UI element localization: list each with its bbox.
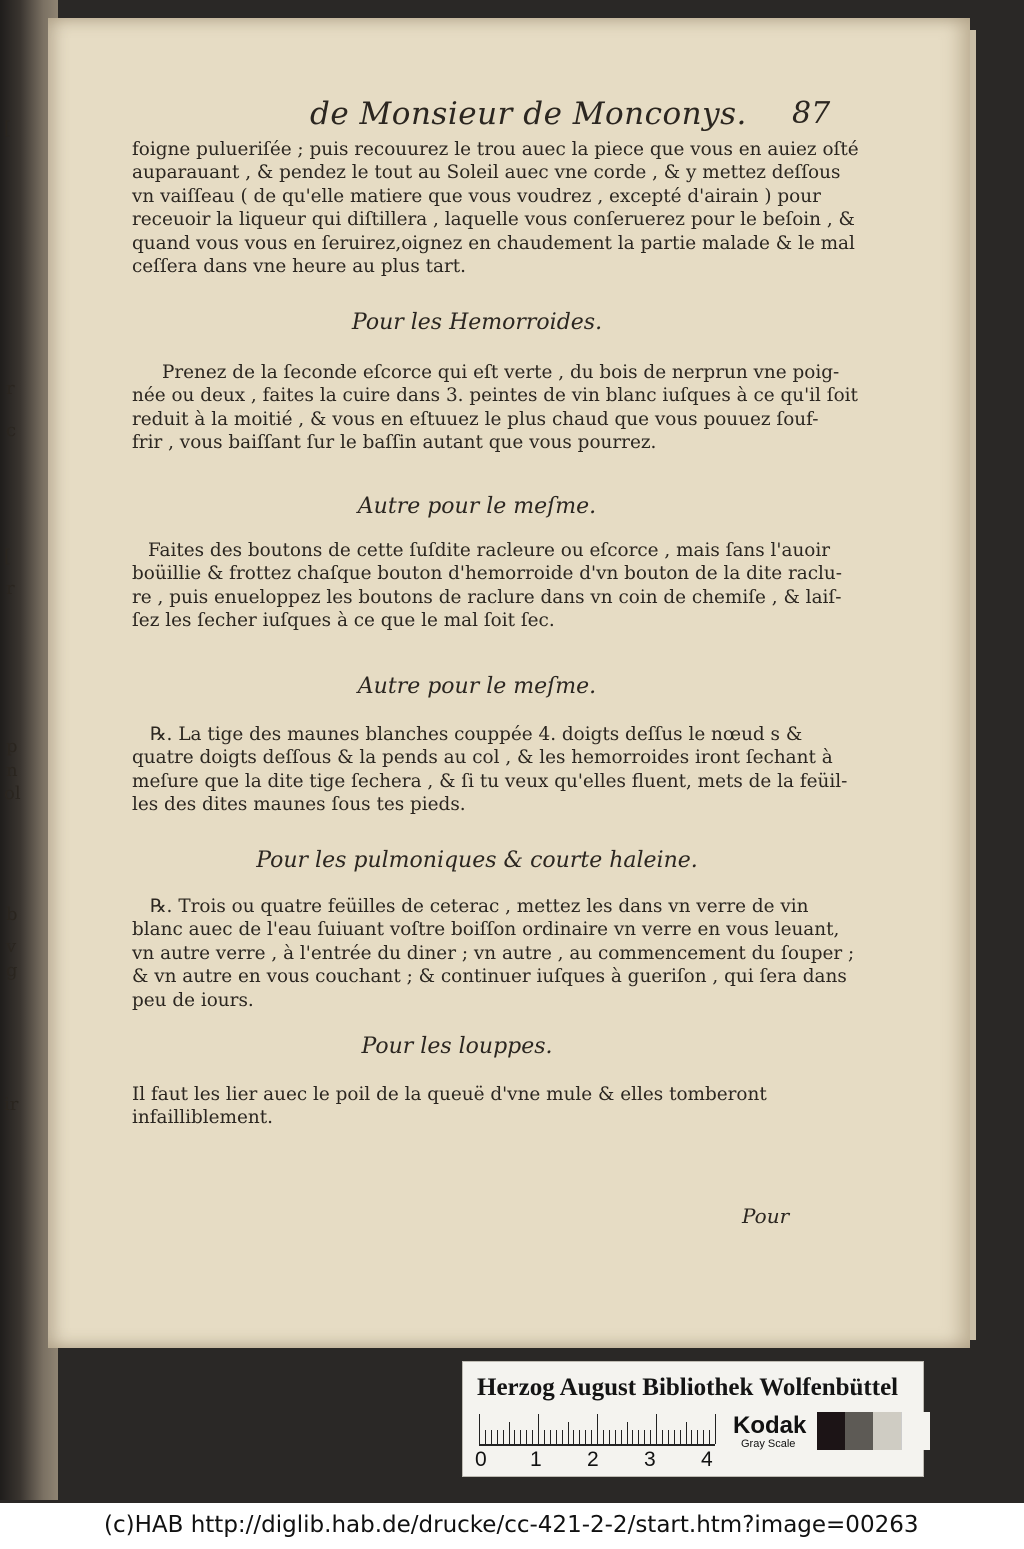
section-text: [132, 361, 858, 455]
spine-mark: ir: [4, 1094, 19, 1115]
text-line: vn autre verre , à l'entrée du diner ; vn autre , au commencement du ſouper ;: [132, 942, 855, 964]
spine-mark: b: [6, 904, 18, 925]
ruler-tick: [509, 1422, 510, 1444]
text-line: infailliblement.: [132, 1107, 273, 1129]
credit-text: (c)HAB http://diglib.hab.de/drucke/cc-421-2-2/start.htm?image=00263: [104, 1512, 919, 1538]
page-body: [132, 96, 859, 1228]
text-line: blanc auec de l'eau ſuiuant voſtre boiſſon ordinaire vn verre en vous leuant,: [132, 919, 840, 941]
section-heading: Pour les Hemorroides.: [351, 310, 603, 335]
text-line: foigne pulueriſée ; puis recouurez le trou auec la piece que vous en auiez oſté: [132, 139, 859, 160]
ruler-tick: [715, 1414, 716, 1444]
text-line: re , puis enueloppez les boutons de raclure dans vn coin de chemiſe , & laiſ-: [132, 586, 842, 608]
text-line: [132, 723, 822, 746]
text-line: Il faut les lier auec le poil de la queuë d'vne mule & elles tomberont: [132, 1084, 767, 1105]
text-line: frir , vous baiſſant ſur le baſſin autant que vous pourrez.: [132, 432, 657, 454]
ruler-tick: [585, 1430, 586, 1444]
ruler-tick: [674, 1430, 675, 1444]
ruler-tick: [520, 1430, 521, 1444]
text-line: ſez les ſecher iuſques à ce que le mal ſoit ſec.: [132, 610, 555, 632]
running-head: de Monsieur de Monconys.: [310, 96, 747, 132]
scale-ruler: [479, 1414, 715, 1446]
section-heading: Autre pour le meſme.: [357, 674, 597, 699]
ruler-tick: [703, 1430, 704, 1444]
ruler-tick: [615, 1430, 616, 1444]
remedy-section: [132, 310, 858, 455]
ruler-tick: [668, 1430, 669, 1444]
library-stamp: [462, 1361, 924, 1477]
text-line: auparauant , & pendez le tout au Soleil auec vne corde , & y mettez deſſous: [132, 162, 841, 184]
gray-patch: [873, 1412, 901, 1450]
ruler-tick: [485, 1430, 486, 1444]
spine-mark: v: [6, 936, 17, 957]
ruler-label: 4: [701, 1448, 713, 1471]
ruler-tick: [544, 1430, 545, 1444]
ruler-tick: [609, 1430, 610, 1444]
text-line: peu de iours.: [132, 989, 254, 1011]
ruler-tick: [562, 1430, 563, 1444]
ruler-tick: [526, 1430, 527, 1444]
ruler-tick: [686, 1422, 687, 1444]
ruler-tick: [491, 1430, 492, 1444]
ruler-tick: [550, 1430, 551, 1444]
spine-mark: r: [6, 578, 15, 599]
ruler-tick: [538, 1414, 539, 1444]
ruler-tick: [603, 1430, 604, 1444]
text-line: les des dites maunes ſous tes pieds.: [132, 794, 466, 816]
spine-mark: n: [6, 760, 18, 781]
text-line: Prenez de la ſeconde eſcorce qui eſt verte , du bois de nerprun vne poig-: [162, 362, 840, 383]
ruler-tick: [697, 1430, 698, 1444]
section-text: [132, 539, 842, 633]
section-heading: Autre pour le meſme.: [357, 494, 597, 519]
spine-mark: g: [6, 960, 18, 981]
gray-patch: [901, 1412, 930, 1450]
text-line: Faites des boutons de cette ſuſdite racleure ou eſcorce , mais ſans l'auoir: [148, 540, 831, 561]
ruler-tick: [514, 1430, 515, 1444]
spine-mark: ol: [4, 783, 21, 804]
text-line: quatre doigts deſſous & la pends au col , & les hemorroides iront ſechant à: [132, 747, 833, 769]
recipe-symbol: ℞.: [150, 724, 173, 745]
ruler-tick: [680, 1430, 681, 1444]
ruler-tick: [656, 1414, 657, 1444]
ruler-tick: [497, 1430, 498, 1444]
spine-mark: [: [4, 546, 12, 567]
text-line: ceſſera dans vne heure au plus tart.: [132, 256, 467, 278]
remedy-section: [132, 848, 855, 1012]
ruler-label: 1: [530, 1448, 542, 1471]
ruler-tick: [709, 1430, 710, 1444]
text-line: reduit à la moitié , & vous en eſtuuez le plus chaud que vous pouuez ſouf-: [132, 408, 819, 430]
ruler-tick: [621, 1430, 622, 1444]
section-heading: Pour les louppes.: [361, 1034, 553, 1059]
spine-mark: r: [6, 378, 15, 399]
ruler-tick: [556, 1430, 557, 1444]
spine-mark: c: [6, 420, 17, 441]
text-line: & vn autre en vous couchant ; & continuer iuſques à gueriſon , qui ſera dans: [132, 966, 847, 988]
ruler-tick: [644, 1430, 645, 1444]
text-line: meſure que la dite tige ſechera , & ſi tu veux qu'elles fluent, mets de la feüil-: [132, 770, 848, 792]
ruler-tick: [568, 1422, 569, 1444]
ruler-tick: [591, 1430, 592, 1444]
ruler-label: 2: [587, 1448, 599, 1471]
ruler-label: 0: [475, 1448, 487, 1471]
recipe-symbol: ℞.: [150, 896, 173, 917]
ruler-tick: [638, 1430, 639, 1444]
ruler-tick: [479, 1414, 480, 1444]
ruler-tick: [632, 1430, 633, 1444]
text-line: vn vaiſſeau ( de qu'elle matiere que vous voudrez , excepté d'airain ) pour: [132, 185, 821, 207]
text-line: quand vous vous en ſeruirez,oignez en chaudement la partie malade & le mal: [132, 232, 855, 254]
ruler-tick: [532, 1430, 533, 1444]
section-text: [132, 723, 848, 817]
text-line: [132, 895, 822, 918]
spine-mark: [: [4, 118, 12, 139]
remedy-section: [132, 674, 848, 817]
ruler-tick: [579, 1430, 580, 1444]
catchword: Pour: [742, 1204, 790, 1228]
gray-scale-label: Gray Scale: [741, 1438, 796, 1450]
ruler-tick: [573, 1430, 574, 1444]
credit-footer: [0, 1503, 1024, 1549]
text-line: boüillie & frottez chaſque bouton d'hemorroide d'vn bouton de la dite raclu-: [132, 563, 842, 585]
kodak-logo: Kodak: [733, 1412, 807, 1439]
page-header: [132, 96, 831, 140]
page-number: 87: [792, 96, 831, 131]
text-fragment: La tige des maunes blanches couppée 4. doigts deſſus le nœud s &: [178, 724, 803, 745]
ruler-tick: [650, 1430, 651, 1444]
library-name: Herzog August Bibliothek Wolfenbüttel: [477, 1374, 899, 1401]
ruler-label: 3: [644, 1448, 656, 1471]
spine-mark: p: [6, 736, 18, 757]
remedy-section: [132, 494, 842, 633]
ruler-tick: [662, 1430, 663, 1444]
remedy-section: [132, 1034, 822, 1130]
text-fragment: Trois ou quatre feüilles de ceterac , mettez les dans vn verre de vin: [178, 896, 809, 917]
opening-paragraph: [132, 138, 859, 278]
text-line: receuoir la liqueur qui diſtillera , laquelle vous conſeruerez pour le beſoin , &: [132, 209, 855, 231]
gray-patch: [845, 1412, 873, 1450]
ruler-tick: [627, 1422, 628, 1444]
text-line: née ou deux , faites la cuire dans 3. peintes de vin blanc iuſques à ce qu'il ſoit: [132, 385, 858, 407]
section-text: [132, 1083, 822, 1130]
gray-patch: [817, 1412, 845, 1450]
ruler-tick: [597, 1414, 598, 1444]
ruler-tick: [503, 1430, 504, 1444]
book-page: [48, 18, 970, 1348]
section-heading: Pour les pulmoniques & courte haleine.: [256, 848, 698, 873]
section-text: [132, 895, 855, 1012]
ruler-tick: [691, 1430, 692, 1444]
